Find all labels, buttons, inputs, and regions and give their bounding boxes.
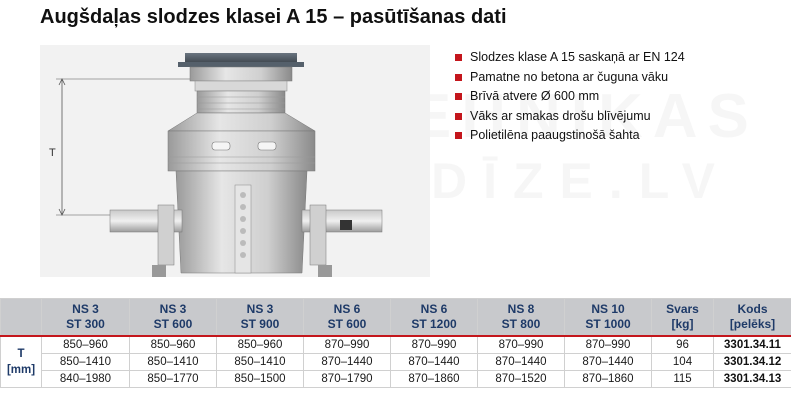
dimension-label: T	[49, 147, 56, 159]
table-cell: 870–990	[304, 336, 391, 354]
table-cell: 850–1410	[217, 354, 304, 371]
feature-item	[455, 48, 685, 68]
page-title: Augšdaļas slodzes klasei A 15 – pasūtīšanas dati	[40, 6, 507, 28]
table-cell: 870–1440	[478, 354, 565, 371]
table-cell: 870–1440	[391, 354, 478, 371]
column-header: NS 6 ST 1200	[391, 299, 478, 337]
riser-shaft	[168, 131, 315, 171]
table-cell: 850–960	[42, 336, 130, 354]
table-cell: 840–1980	[42, 371, 130, 388]
cone-section	[168, 113, 315, 131]
table-cell: 850–960	[130, 336, 217, 354]
table-cell: 850–1410	[42, 354, 130, 371]
feature-list	[455, 48, 685, 146]
red-square-bullet-icon	[455, 113, 462, 120]
column-header-weight: Svars [kg]	[652, 299, 714, 337]
feature-item	[455, 68, 685, 88]
frame-collar	[195, 81, 287, 91]
table-cell: 870–1860	[391, 371, 478, 388]
manhole-cross-section-drawing	[40, 45, 430, 277]
row-header-t-mm: T [mm]	[1, 336, 42, 388]
feature-text: Slodzes klase A 15 saskaņā ar EN 124	[470, 50, 685, 64]
table-row	[1, 371, 791, 388]
cast-iron-lid	[185, 53, 297, 63]
table-cell: 850–1410	[130, 354, 217, 371]
lid-rim	[178, 62, 304, 67]
feature-text: Brīvā atvere Ø 600 mm	[470, 89, 600, 103]
table-row	[1, 354, 791, 371]
feature-text: Polietilēna paaugstinošā šahta	[470, 128, 640, 142]
feature-item	[455, 87, 685, 107]
table-cell: 870–1860	[565, 371, 652, 388]
feature-item	[455, 107, 685, 127]
table-cell-code: 3301.34.12	[714, 354, 791, 371]
column-header: NS 3 ST 300	[42, 299, 130, 337]
table-cell: 870–990	[478, 336, 565, 354]
table-header-corner	[1, 299, 42, 337]
table-cell: 870–1440	[304, 354, 391, 371]
table-cell: 850–1770	[130, 371, 217, 388]
feature-item	[455, 126, 685, 146]
column-header: NS 6 ST 600	[304, 299, 391, 337]
table-cell: 850–960	[217, 336, 304, 354]
concrete-frame	[190, 67, 292, 81]
ordering-data-table	[0, 298, 791, 388]
table-header-row	[1, 299, 791, 337]
table-cell-weight: 115	[652, 371, 714, 388]
table-cell-weight: 104	[652, 354, 714, 371]
column-header: NS 8 ST 800	[478, 299, 565, 337]
table-row	[1, 336, 791, 354]
column-header: NS 3 ST 900	[217, 299, 304, 337]
table-cell: 870–1440	[565, 354, 652, 371]
red-square-bullet-icon	[455, 54, 462, 61]
table-cell: 870–990	[391, 336, 478, 354]
table-cell-code: 3301.34.13	[714, 371, 791, 388]
table-cell-code: 3301.34.11	[714, 336, 791, 354]
red-square-bullet-icon	[455, 132, 462, 139]
red-square-bullet-icon	[455, 74, 462, 81]
table-cell: 870–1790	[304, 371, 391, 388]
telescopic-section	[197, 91, 285, 113]
column-header-code: Kods [pelēks]	[714, 299, 791, 337]
table-cell-weight: 96	[652, 336, 714, 354]
column-header: NS 10 ST 1000	[565, 299, 652, 337]
column-header: NS 3 ST 600	[130, 299, 217, 337]
feature-text: Vāks ar smakas drošu blīvējumu	[470, 108, 651, 123]
manhole-drawing-svg	[40, 45, 430, 277]
table-cell: 870–1520	[478, 371, 565, 388]
red-square-bullet-icon	[455, 93, 462, 100]
table-cell: 870–990	[565, 336, 652, 354]
table-cell: 850–1500	[217, 371, 304, 388]
feature-text: Pamatne no betona ar čuguna vāku	[470, 69, 669, 84]
